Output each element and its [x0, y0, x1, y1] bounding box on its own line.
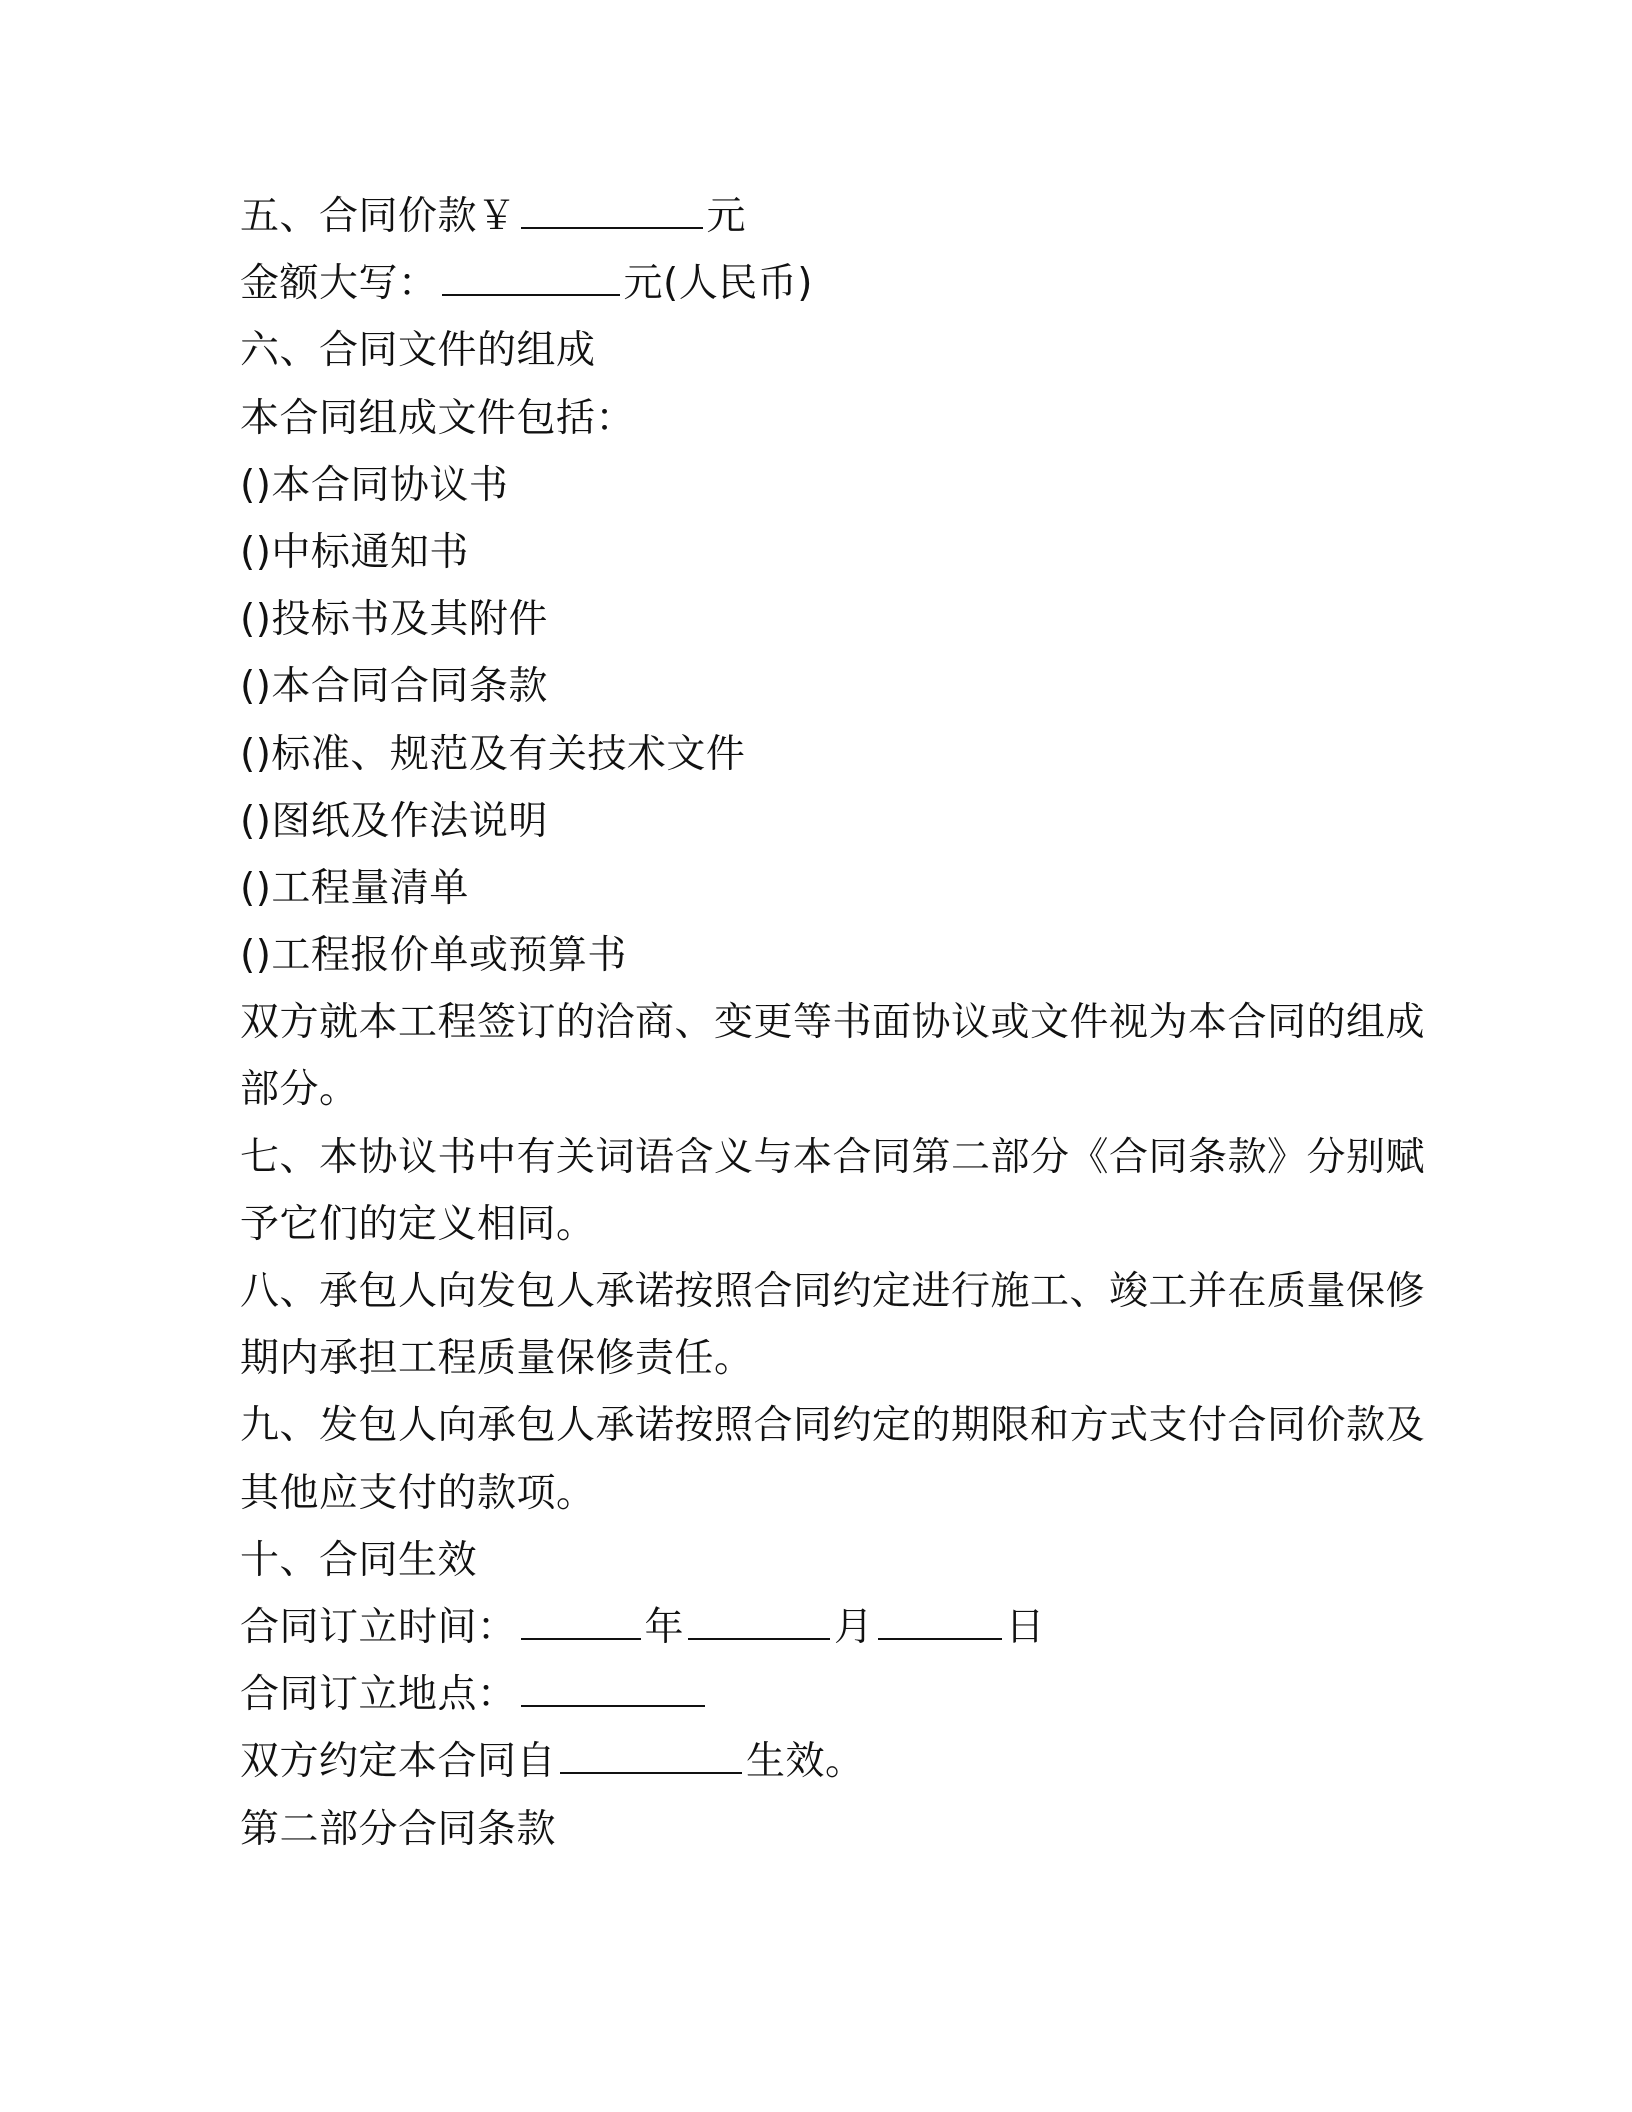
component-item: ()工程量清单: [240, 865, 469, 911]
contract-price-unit: 元: [706, 194, 747, 239]
section-heading-6: 六、合同文件的组成: [240, 328, 596, 374]
section-7-line2: 予它们的定义相同。: [240, 1201, 596, 1247]
amount-in-words-unit: 元(人民币): [623, 261, 813, 307]
signing-day-blank: [878, 1606, 1002, 1640]
signing-month-blank: [688, 1606, 830, 1640]
signing-time-label: 合同订立时间：: [240, 1604, 517, 1650]
signing-year-unit: 年: [644, 1604, 685, 1650]
section-8-line1: 八、承包人向发包人承诺按照合同约定进行施工、竣工并在质量保修: [240, 1269, 1426, 1314]
component-item: ()本合同合同条款: [240, 664, 548, 710]
part-2-heading: 第二部分合同条款: [240, 1806, 557, 1852]
signing-place-label: 合同订立地点：: [240, 1672, 517, 1718]
components-intro: 本合同组成文件包括：: [240, 395, 636, 441]
amount-in-words-blank: [442, 262, 620, 296]
component-item: ()本合同协议书: [240, 462, 509, 508]
component-item: ()投标书及其附件: [240, 597, 548, 643]
contract-price-blank: [521, 195, 703, 229]
supplement-paragraph-line1: 双方就本工程签订的洽商、变更等书面协议或文件视为本合同的组成: [240, 1000, 1426, 1046]
amount-in-words-line: [240, 250, 1380, 317]
signing-place-blank: [521, 1673, 705, 1707]
signing-month-unit: 月: [834, 1604, 874, 1650]
section-8-line2: 期内承担工程质量保修责任。: [240, 1336, 754, 1382]
signing-time-line: [240, 1594, 1380, 1661]
contract-price-label: 五、合同价款￥: [240, 194, 517, 239]
amount-in-words-label: 金额大写：: [240, 261, 438, 307]
signing-year-blank: [521, 1606, 641, 1640]
effective-blank: [560, 1740, 742, 1774]
section-heading-10: 十、合同生效: [240, 1537, 478, 1583]
supplement-paragraph-line2: 部分。: [240, 1067, 359, 1113]
component-item: ()工程报价单或预算书: [240, 933, 627, 979]
effective-line: [240, 1728, 1380, 1795]
effective-label: 双方约定本合同自: [240, 1739, 557, 1785]
component-item: ()中标通知书: [240, 529, 469, 575]
section-7-line1: 七、本协议书中有关词语含义与本合同第二部分《合同条款》分别赋: [240, 1134, 1426, 1180]
signing-place-line: [240, 1661, 1380, 1728]
effective-suffix: 生效。: [746, 1739, 865, 1785]
component-item: ()图纸及作法说明: [240, 798, 548, 844]
document-body: [240, 183, 1426, 1863]
component-item: ()标准、规范及有关技术文件: [240, 731, 746, 777]
section-9-line1: 九、发包人向承包人承诺按照合同约定的期限和方式支付合同价款及: [240, 1403, 1426, 1449]
section-9-line2: 其他应支付的款项。: [240, 1470, 596, 1516]
contract-price-line: [240, 183, 1380, 250]
signing-day-unit: 日: [1005, 1604, 1046, 1650]
